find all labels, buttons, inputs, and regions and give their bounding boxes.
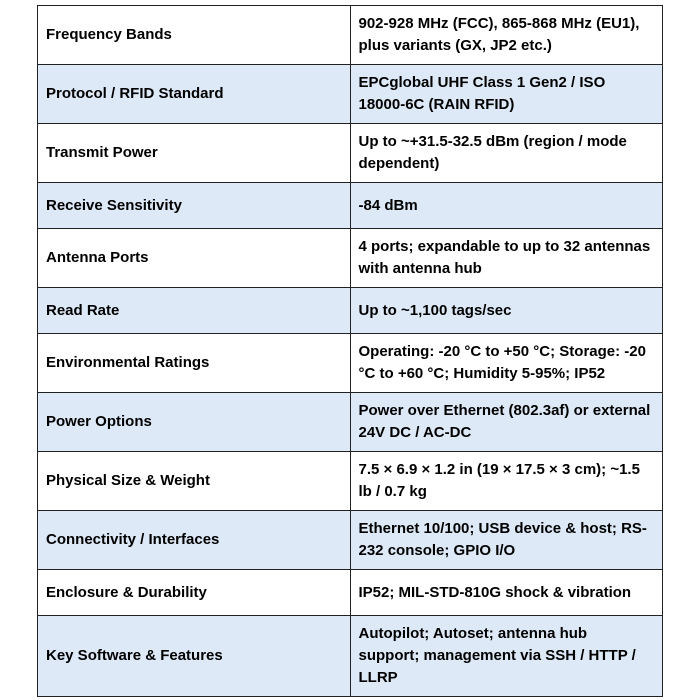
table-row bbox=[38, 124, 663, 183]
spec-value-cell: 7.5 × 6.9 × 1.2 in (19 × 17.5 × 3 cm); ~1.5 lb / 0.7 kg bbox=[350, 452, 663, 511]
table-row bbox=[38, 229, 663, 288]
spec-value-cell: 902-928 MHz (FCC), 865-868 MHz (EU1), plus variants (GX, JP2 etc.) bbox=[350, 6, 663, 65]
spec-label-cell: Physical Size & Weight bbox=[38, 452, 351, 511]
spec-label-cell: Receive Sensitivity bbox=[38, 183, 351, 229]
table-row bbox=[38, 511, 663, 570]
spec-label-cell: Frequency Bands bbox=[38, 6, 351, 65]
spec-label-cell: Protocol / RFID Standard bbox=[38, 65, 351, 124]
spec-value-cell: Ethernet 10/100; USB device & host; RS-232 console; GPIO I/O bbox=[350, 511, 663, 570]
spec-value-cell: Autopilot; Autoset; antenna hub support; management via SSH / HTTP / LLRP bbox=[350, 616, 663, 697]
spec-label-cell: Key Software & Features bbox=[38, 616, 351, 697]
table-row bbox=[38, 6, 663, 65]
table-row bbox=[38, 570, 663, 616]
spec-label-cell: Antenna Ports bbox=[38, 229, 351, 288]
table-row bbox=[38, 183, 663, 229]
spec-label-cell: Power Options bbox=[38, 393, 351, 452]
spec-table bbox=[37, 5, 663, 697]
spec-value-cell: EPCglobal UHF Class 1 Gen2 / ISO 18000-6C (RAIN RFID) bbox=[350, 65, 663, 124]
table-row bbox=[38, 616, 663, 697]
spec-value-cell: Operating: -20 °C to +50 °C; Storage: -20 °C to +60 °C; Humidity 5-95%; IP52 bbox=[350, 334, 663, 393]
table-row bbox=[38, 288, 663, 334]
spec-value-cell: Power over Ethernet (802.3af) or external 24V DC / AC-DC bbox=[350, 393, 663, 452]
spec-label-cell: Enclosure & Durability bbox=[38, 570, 351, 616]
spec-label-cell: Read Rate bbox=[38, 288, 351, 334]
spec-value-cell: -84 dBm bbox=[350, 183, 663, 229]
table-row bbox=[38, 393, 663, 452]
spec-value-cell: Up to ~+31.5-32.5 dBm (region / mode dependent) bbox=[350, 124, 663, 183]
table-row bbox=[38, 65, 663, 124]
spec-value-cell: IP52; MIL-STD-810G shock & vibration bbox=[350, 570, 663, 616]
table-row bbox=[38, 334, 663, 393]
spec-label-cell: Transmit Power bbox=[38, 124, 351, 183]
spec-value-cell: Up to ~1,100 tags/sec bbox=[350, 288, 663, 334]
spec-label-cell: Connectivity / Interfaces bbox=[38, 511, 351, 570]
spec-label-cell: Environmental Ratings bbox=[38, 334, 351, 393]
spec-value-cell: 4 ports; expandable to up to 32 antennas with antenna hub bbox=[350, 229, 663, 288]
table-row bbox=[38, 452, 663, 511]
spec-table-body bbox=[38, 6, 663, 697]
